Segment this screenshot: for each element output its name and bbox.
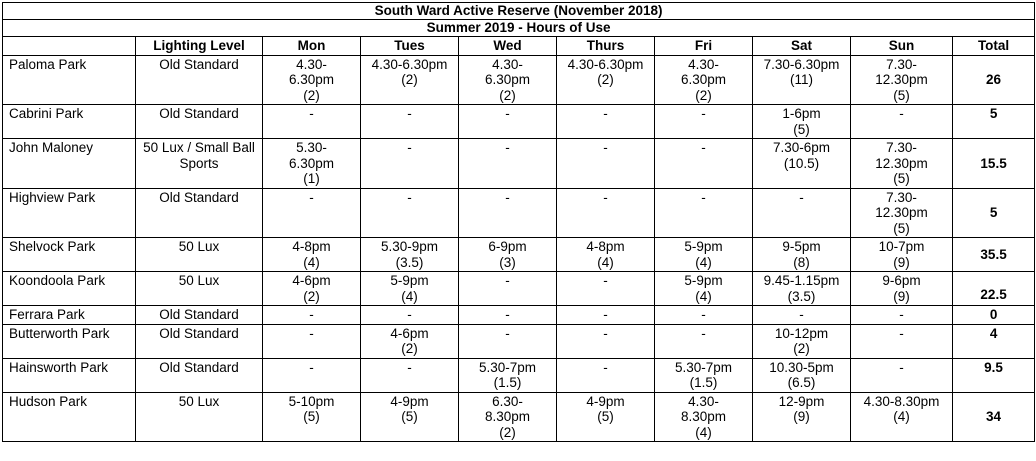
day-cell (263, 392, 361, 442)
time-range: 10.30-5pm (769, 359, 834, 375)
day-cell (851, 392, 953, 442)
day-cell (753, 358, 851, 392)
time-range: 4.30-6.30pm (567, 56, 644, 72)
table-row (3, 105, 1035, 139)
day-cell (361, 188, 459, 238)
column-header-fri: Fri (655, 37, 753, 56)
table-row (3, 392, 1035, 442)
lighting-level: Old Standard (136, 105, 263, 139)
day-cell (263, 306, 361, 325)
day-cell (459, 272, 557, 306)
day-cell (361, 358, 459, 392)
lighting-level: Old Standard (136, 188, 263, 238)
day-cell (557, 392, 655, 442)
day-cell (851, 139, 953, 189)
time-range: 4-6pm (390, 325, 429, 341)
day-cell (851, 238, 953, 272)
time-range: - (603, 189, 608, 205)
column-header-thurs: Thurs (557, 37, 655, 56)
day-cell (655, 306, 753, 325)
time-range: - (899, 106, 904, 121)
time-range: - (407, 307, 412, 322)
hours-count: (2) (401, 72, 418, 87)
lighting-level: Old Standard (136, 55, 263, 105)
hours-count: (2) (303, 87, 320, 103)
column-header-mon: Mon (263, 37, 361, 56)
time-range: - (603, 140, 608, 155)
lighting-level: Old Standard (136, 324, 263, 358)
hours-count: (5) (401, 409, 418, 424)
hours-count: (5) (793, 121, 810, 137)
park-name: John Maloney (3, 139, 136, 189)
hours-count: (3.5) (787, 288, 816, 304)
total-hours: 5 (953, 105, 1035, 139)
time-range: 4.30- 6.30pm (288, 56, 335, 87)
hours-count: (2) (597, 72, 614, 87)
time-range: 10-12pm (774, 325, 829, 341)
day-cell (557, 324, 655, 358)
time-range: 10-7pm (878, 239, 925, 254)
time-range: - (603, 307, 608, 322)
day-cell (753, 324, 851, 358)
time-range: 7.30-6pm (772, 140, 831, 155)
day-cell (361, 306, 459, 325)
column-header-sat: Sat (753, 37, 851, 56)
day-cell (459, 238, 557, 272)
day-cell (655, 139, 753, 189)
time-range: - (407, 140, 412, 155)
hours-count: (3) (499, 254, 516, 270)
day-cell (655, 55, 753, 105)
day-cell (557, 358, 655, 392)
day-cell (361, 55, 459, 105)
day-cell (655, 238, 753, 272)
hours-count: (5) (303, 409, 320, 424)
column-header-wed: Wed (459, 37, 557, 56)
hours-count: (6.5) (787, 375, 816, 390)
time-range: 12-9pm (778, 393, 825, 409)
day-cell (459, 392, 557, 442)
hours-count: (4) (893, 409, 910, 424)
time-range: 4-9pm (586, 393, 625, 409)
day-cell (753, 188, 851, 238)
day-cell (851, 358, 953, 392)
time-range: 4.30- 8.30pm (680, 393, 727, 424)
day-cell (459, 358, 557, 392)
time-range: 1-6pm (782, 106, 821, 121)
table-row (3, 139, 1035, 189)
hours-count: (2) (303, 288, 320, 304)
hours-count: (9) (793, 409, 810, 424)
table-row (3, 324, 1035, 358)
day-cell (851, 272, 953, 306)
day-cell (753, 272, 851, 306)
day-cell (851, 306, 953, 325)
time-range: - (309, 189, 314, 205)
time-range: 6-9pm (488, 239, 527, 254)
day-cell (263, 188, 361, 238)
hours-count: (9) (893, 254, 910, 270)
time-range: 4-8pm (586, 239, 625, 254)
time-range: 7.30-6.30pm (763, 56, 840, 72)
total-hours: 34 (953, 392, 1035, 442)
table-row (3, 55, 1035, 105)
lighting-level: 50 Lux / Small Ball Sports (136, 139, 263, 189)
day-cell (851, 188, 953, 238)
day-cell (263, 105, 361, 139)
time-range: - (799, 189, 804, 205)
time-range: 7.30- 12.30pm (875, 56, 928, 87)
time-range: 4-6pm (292, 273, 331, 288)
hours-count: (1) (303, 171, 320, 186)
time-range: - (505, 325, 510, 341)
time-range: 9-6pm (882, 273, 921, 288)
hours-count: (1.5) (689, 375, 718, 390)
time-range: - (505, 140, 510, 155)
day-cell (753, 105, 851, 139)
hours-count: (5) (893, 220, 910, 236)
time-range: 5.30-9pm (380, 239, 439, 254)
time-range: - (701, 325, 706, 341)
time-range: 5-10pm (288, 393, 335, 409)
hours-count: (5) (893, 171, 910, 186)
time-range: 5-9pm (390, 273, 429, 288)
day-cell (655, 358, 753, 392)
day-cell (263, 55, 361, 105)
time-range: - (407, 106, 412, 121)
total-hours: 22.5 (953, 272, 1035, 306)
time-range: - (603, 106, 608, 121)
hours-count: (1.5) (493, 375, 522, 390)
park-name: Butterworth Park (3, 324, 136, 358)
park-name: Shelvock Park (3, 238, 136, 272)
day-cell (655, 392, 753, 442)
hours-count: (2) (499, 424, 516, 440)
total-hours: 5 (953, 188, 1035, 238)
time-range: - (701, 106, 706, 121)
day-cell (361, 392, 459, 442)
column-header-park (3, 37, 136, 56)
day-cell (557, 238, 655, 272)
day-cell (753, 55, 851, 105)
time-range: 4-8pm (292, 239, 331, 254)
table-row (3, 188, 1035, 238)
time-range: - (309, 359, 314, 375)
time-range: 4-9pm (390, 393, 429, 409)
time-range: - (603, 273, 608, 288)
day-cell (459, 188, 557, 238)
total-hours: 35.5 (953, 238, 1035, 272)
hours-count: (4) (597, 254, 614, 270)
hours-count: (4) (695, 254, 712, 270)
day-cell (361, 324, 459, 358)
time-range: - (309, 307, 314, 322)
hours-count: (4) (695, 288, 712, 304)
total-hours: 9.5 (953, 358, 1035, 392)
hours-count: (2) (793, 341, 810, 356)
hours-count: (11) (789, 72, 813, 87)
hours-count: (9) (893, 288, 910, 304)
day-cell (655, 324, 753, 358)
park-name: Paloma Park (3, 55, 136, 105)
hours-count: (10.5) (783, 155, 820, 171)
table-row (3, 358, 1035, 392)
total-hours: 0 (953, 306, 1035, 325)
time-range: 7.30- 12.30pm (875, 189, 928, 220)
time-range: 5.30- 6.30pm (288, 140, 335, 171)
hours-count: (5) (597, 409, 614, 424)
time-range: - (603, 359, 608, 375)
park-name: Highview Park (3, 188, 136, 238)
day-cell (361, 139, 459, 189)
column-header-sun: Sun (851, 37, 953, 56)
time-range: 4.30- 6.30pm (680, 56, 727, 87)
time-range: - (309, 106, 314, 121)
day-cell (655, 105, 753, 139)
park-name: Koondoola Park (3, 272, 136, 306)
time-range: 6.30- 8.30pm (484, 393, 531, 424)
day-cell (753, 392, 851, 442)
table-title: South Ward Active Reserve (November 2018) (3, 3, 1035, 20)
table-row (3, 238, 1035, 272)
park-name: Cabrini Park (3, 105, 136, 139)
column-header-tues: Tues (361, 37, 459, 56)
total-hours: 4 (953, 324, 1035, 358)
day-cell (655, 272, 753, 306)
day-cell (557, 306, 655, 325)
time-range: 4.30- 6.30pm (484, 56, 531, 87)
park-name: Hudson Park (3, 392, 136, 442)
hours-count: (2) (401, 341, 418, 356)
lighting-level: Old Standard (136, 358, 263, 392)
time-range: - (899, 307, 904, 322)
time-range: 5-9pm (684, 239, 723, 254)
day-cell (753, 139, 851, 189)
table-subtitle: Summer 2019 - Hours of Use (3, 20, 1035, 37)
day-cell (851, 324, 953, 358)
lighting-level: 50 Lux (136, 238, 263, 272)
day-cell (753, 238, 851, 272)
time-range: - (701, 307, 706, 322)
park-name: Hainsworth Park (3, 358, 136, 392)
day-cell (655, 188, 753, 238)
day-cell (557, 55, 655, 105)
time-range: - (407, 359, 412, 375)
time-range: 4.30-8.30pm (863, 393, 940, 409)
time-range: - (505, 307, 510, 322)
time-range: - (899, 325, 904, 341)
time-range: - (701, 140, 706, 155)
day-cell (557, 188, 655, 238)
day-cell (459, 324, 557, 358)
day-cell (557, 139, 655, 189)
day-cell (753, 306, 851, 325)
hours-of-use-table (2, 2, 1035, 442)
day-cell (459, 55, 557, 105)
time-range: 9.45-1.15pm (763, 273, 840, 288)
time-range: - (505, 106, 510, 121)
total-hours: 26 (953, 55, 1035, 105)
column-header-total: Total (953, 37, 1035, 56)
time-range: - (407, 189, 412, 205)
time-range: 7.30- 12.30pm (875, 140, 928, 171)
time-range: 4.30-6.30pm (371, 56, 448, 72)
day-cell (459, 306, 557, 325)
day-cell (361, 105, 459, 139)
day-cell (459, 139, 557, 189)
time-range: - (899, 359, 904, 375)
hours-count: (3.5) (395, 254, 424, 270)
time-range: - (309, 325, 314, 341)
column-header-row (3, 37, 1035, 56)
hours-count: (4) (401, 288, 418, 304)
day-cell (851, 55, 953, 105)
hours-count: (8) (793, 254, 810, 270)
day-cell (557, 272, 655, 306)
day-cell (459, 105, 557, 139)
day-cell (263, 272, 361, 306)
time-range: - (701, 189, 706, 205)
time-range: 5.30-7pm (478, 359, 537, 375)
total-hours: 15.5 (953, 139, 1035, 189)
hours-count: (5) (893, 87, 910, 103)
day-cell (263, 238, 361, 272)
time-range: - (505, 189, 510, 205)
time-range: 5-9pm (684, 273, 723, 288)
hours-count: (2) (499, 87, 516, 103)
lighting-level: 50 Lux (136, 392, 263, 442)
day-cell (361, 238, 459, 272)
lighting-level: Old Standard (136, 306, 263, 325)
lighting-level: 50 Lux (136, 272, 263, 306)
column-header-lighting: Lighting Level (136, 37, 263, 56)
day-cell (557, 105, 655, 139)
table-row (3, 306, 1035, 325)
time-range: - (505, 273, 510, 288)
day-cell (263, 324, 361, 358)
day-cell (263, 139, 361, 189)
day-cell (851, 105, 953, 139)
time-range: - (603, 325, 608, 341)
day-cell (361, 272, 459, 306)
day-cell (263, 358, 361, 392)
hours-count: (4) (303, 254, 320, 270)
time-range: - (799, 307, 804, 322)
hours-count: (2) (695, 87, 712, 103)
park-name: Ferrara Park (3, 306, 136, 325)
table-body (3, 55, 1035, 442)
time-range: 9-5pm (782, 239, 821, 254)
time-range: 5.30-7pm (674, 359, 733, 375)
table-row (3, 272, 1035, 306)
hours-count: (4) (695, 424, 712, 440)
